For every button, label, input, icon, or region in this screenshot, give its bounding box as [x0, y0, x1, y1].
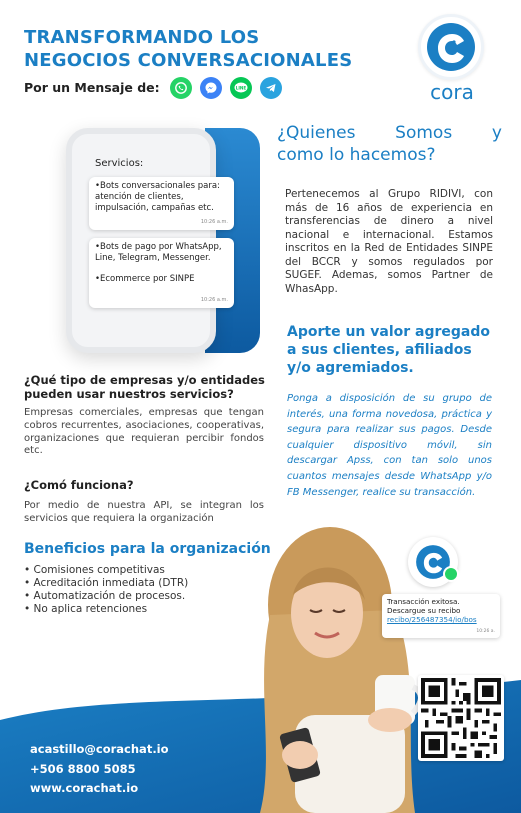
qr-code: [418, 675, 504, 761]
cora-logo: [418, 14, 484, 80]
quienes-line-2: como lo hacemos?: [277, 145, 436, 165]
bubble-text: •Ecommerce por SINPE: [95, 274, 195, 284]
list-item: • Comisiones competitivas: [24, 564, 188, 577]
bubble-text: •Bots de pago por WhatsApp,: [95, 242, 222, 252]
question-2: ¿Comó funciona?: [24, 478, 134, 492]
svg-text:LINE: LINE: [235, 85, 247, 91]
transaction-time: 10:26 a.: [476, 629, 495, 634]
title-line-1: TRANSFORMANDO LOS: [24, 27, 260, 48]
contact-website[interactable]: www.corachat.io: [30, 781, 139, 795]
quienes-line-1: ¿Quienes Somos y: [277, 123, 502, 143]
ponga-paragraph: Ponga a disposición de su grupo de interés, una forma novedosa, práctica y segura para realizar sus pagos. Desde cualquier dispositivo móvil, sin descargar Apss, con tan solo unos cuantos mensajes desde WhatsApp y/o FB Messenger, realice su transacción.: [287, 393, 492, 498]
title-line-2: NEGOCIOS CONVERSACIONALES: [24, 50, 353, 71]
whatsapp-icon: [443, 566, 459, 582]
quienes-heading: [277, 122, 502, 166]
bubble-text: Line, Telegram, Messenger.: [95, 253, 211, 263]
contact-email[interactable]: acastillo@corachat.io: [30, 742, 169, 756]
about-paragraph: Pertenecemos al Grupo RIDIVI, con más de 16 años de experiencia en transferencias de dinero a nivel nacional e internacional. Estamos inscritos en la Red de Entidades SINPE del BCCR y somos regulados por SUGEF. Ademas, somos Partner de WhasApp.: [285, 188, 493, 295]
telegram-icon: [260, 77, 282, 99]
beneficios-heading: Beneficios para la organización: [24, 541, 271, 557]
list-item: • Acreditación inmediata (DTR): [24, 577, 188, 590]
logo-text: cora: [430, 80, 474, 104]
bubble-time: 10:26 a.m.: [200, 297, 228, 303]
chat-bubble-2: [89, 238, 234, 308]
beneficios-list: [24, 564, 188, 616]
bubble-time: 10:26 a.m.: [200, 219, 228, 225]
cora-bird-icon: [424, 20, 478, 74]
bubble-text: atención de clientes,: [95, 192, 184, 202]
transaction-text: Descargue su recibo: [387, 606, 461, 615]
line-icon: [230, 77, 252, 99]
whatsapp-icon: [170, 77, 192, 99]
messaging-icons: [170, 77, 282, 99]
list-item: • No aplica retenciones: [24, 603, 188, 616]
transaction-text: Transacción exitosa.: [387, 597, 460, 606]
woman-with-phone-image: [215, 515, 435, 813]
bubble-text: impulsación, campañas etc.: [95, 203, 214, 213]
phone-header: Servicios:: [95, 158, 144, 169]
list-item: • Automatización de procesos.: [24, 590, 188, 603]
answer-2: Por medio de nuestra API, se integran los servicios que requiera la organización: [24, 500, 264, 524]
bubble-text: •Bots conversacionales para:: [95, 181, 220, 191]
mensaje-label: Por un Mensaje de:: [24, 80, 160, 95]
contact-phone[interactable]: +506 8800 5085: [30, 761, 136, 776]
page-title: [24, 26, 352, 72]
messenger-icon: [200, 77, 222, 99]
qr-code-icon: [421, 678, 501, 758]
answer-1: Empresas comerciales, empresas que tengan cobros recurrentes, asociaciones, cooperativas, organizaciones que requieran percibir fondos etc.: [24, 407, 264, 457]
receipt-link[interactable]: recibo/256487354/io/bos: [387, 615, 477, 624]
chat-bubble-1: [89, 177, 234, 230]
question-1: ¿Qué tipo de empresas y/o entidades pueden usar nuestros servicios?: [24, 373, 265, 401]
aporte-heading: Aporte un valor agregado a sus clientes, afiliados y/o agremiados.: [287, 324, 490, 376]
transaction-bubble: [382, 594, 500, 638]
contact-block: [30, 740, 169, 799]
